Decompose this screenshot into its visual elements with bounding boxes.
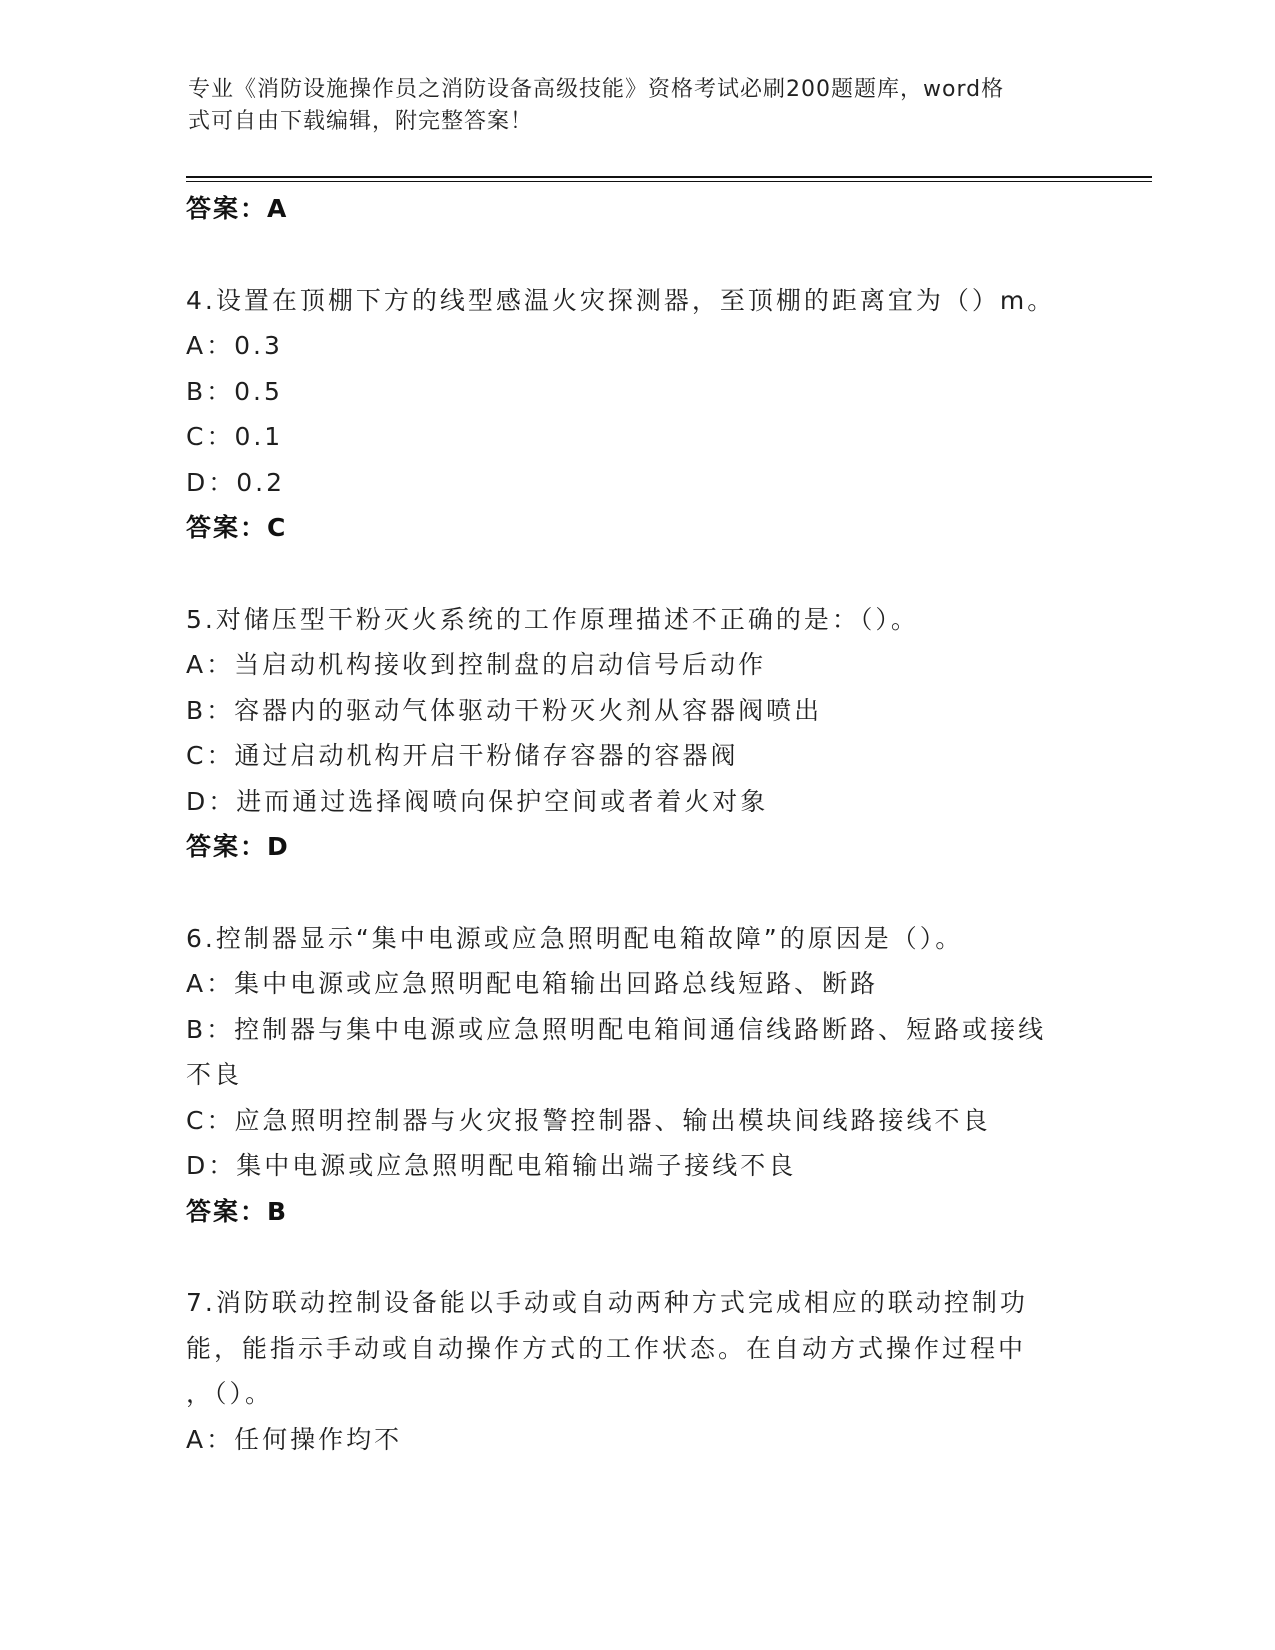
spacer <box>186 1234 1086 1280</box>
option-b: B：0.5 <box>186 376 283 406</box>
document-body <box>186 186 1086 1462</box>
question-stem-line-3: ，（）。 <box>186 1379 274 1408</box>
option-a: A：0.3 <box>186 331 283 360</box>
spacer <box>186 551 1086 597</box>
option-a: A：当启动机构接收到控制盘的启动信号后动作 <box>186 650 767 679</box>
option-a: A：任何操作均不 <box>186 1424 403 1454</box>
question-answer: 答案：D <box>186 832 290 861</box>
option-d: D：进而通过选择阀喷向保护空间或者着火对象 <box>186 786 769 816</box>
question-4 <box>186 278 1086 551</box>
header-line-1: 专业《消防设施操作员之消防设备高级技能》资格考试必刷200题题库，word格 <box>188 77 1005 102</box>
option-c: C：应急照明控制器与火灾报警控制器、输出模块间线路接线不良 <box>186 1105 991 1135</box>
question-stem: 4.设置在顶棚下方的线型感温火灾探测器，至顶棚的距离宜为（）m。 <box>186 285 1056 315</box>
header-line-2: 式可自由下载编辑，附完整答案！ <box>188 109 534 134</box>
question-5 <box>186 597 1086 870</box>
question-stem-line-2: 能，能指示手动或自动操作方式的工作状态。在自动方式操作过程中 <box>186 1333 1027 1363</box>
option-c: C：0.1 <box>186 422 284 451</box>
question-answer: 答案：B <box>186 1196 289 1226</box>
option-b: B：控制器与集中电源或应急照明配电箱间通信线路断路、短路或接线 <box>186 1014 1047 1044</box>
question-stem: 6.控制器显示“集中电源或应急照明配电箱故障”的原因是（）。 <box>186 923 964 953</box>
question-7 <box>186 1280 1086 1462</box>
option-d: D：集中电源或应急照明配电箱输出端子接线不良 <box>186 1151 797 1180</box>
previous-answer: 答案：A <box>186 194 289 223</box>
header-rule-thick <box>186 176 1152 178</box>
question-6 <box>186 916 1086 1235</box>
header-rule-thin <box>186 181 1152 182</box>
option-b: B：容器内的驱动气体驱动干粉灭火剂从容器阀喷出 <box>186 695 823 725</box>
question-stem: 5.对储压型干粉灭火系统的工作原理描述不正确的是：（）。 <box>186 604 919 634</box>
spacer <box>186 870 1086 916</box>
option-b-continued: 不良 <box>186 1060 243 1089</box>
option-a: A：集中电源或应急照明配电箱输出回路总线短路、断路 <box>186 969 879 998</box>
spacer <box>186 232 1086 278</box>
question-stem-line-1: 7.消防联动控制设备能以手动或自动两种方式完成相应的联动控制功 <box>186 1288 1028 1317</box>
option-c: C：通过启动机构开启干粉储存容器的容器阀 <box>186 741 739 770</box>
document-header <box>188 74 1068 138</box>
question-answer: 答案：C <box>186 513 288 542</box>
option-d: D：0.2 <box>186 467 286 497</box>
